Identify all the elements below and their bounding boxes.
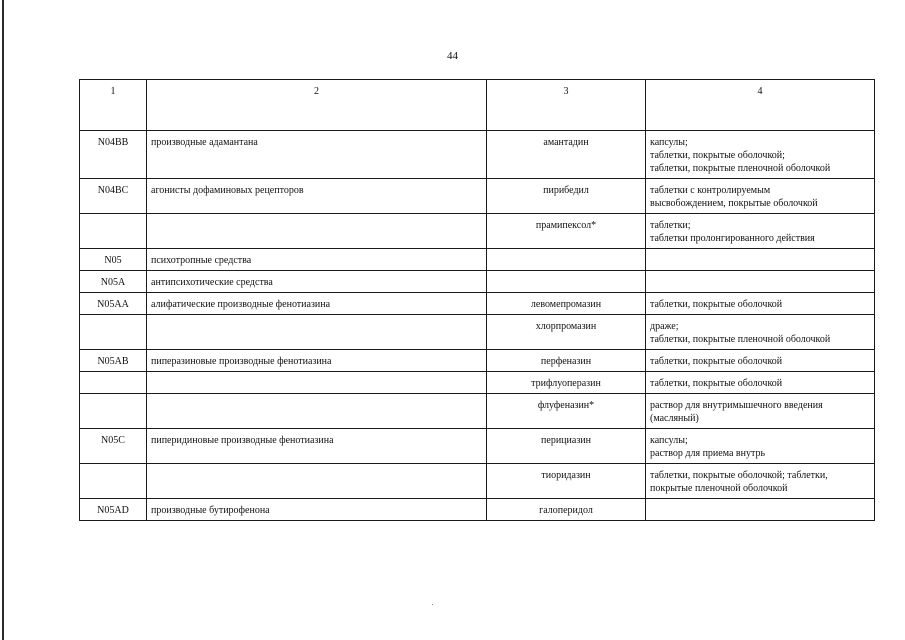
column-header-2: 2	[147, 80, 487, 131]
scan-speck	[432, 604, 433, 605]
atc-code-cell: N05	[80, 249, 147, 271]
table-row	[80, 293, 875, 315]
dosage-forms-cell	[646, 372, 875, 394]
dosage-forms-cell	[646, 179, 875, 214]
table-row	[80, 131, 875, 179]
drug-name-cell: перфеназин	[487, 350, 646, 372]
dosage-form-line: высвобождением, покрытые оболочкой	[650, 198, 818, 209]
group-name-cell: психотропные средства	[147, 249, 487, 271]
table-row	[80, 394, 875, 429]
dosage-form-line: драже;	[650, 321, 679, 332]
dosage-form-line: раствор для внутримышечного введения	[650, 400, 823, 411]
dosage-form-line: покрытые пленочной оболочкой	[650, 483, 788, 494]
drug-name-cell: хлорпромазин	[487, 315, 646, 350]
header-row	[80, 80, 875, 131]
dosage-forms-cell	[646, 249, 875, 271]
dosage-form-line: таблетки с контролируемым	[650, 185, 771, 196]
dosage-forms-cell	[646, 315, 875, 350]
atc-code-cell: N05AB	[80, 350, 147, 372]
drug-name-cell: амантадин	[487, 131, 646, 179]
group-name-cell: производные адамантана	[147, 131, 487, 179]
drug-table	[79, 79, 875, 521]
dosage-forms-cell	[646, 350, 875, 372]
group-name-cell: пиперазиновые производные фенотиазина	[147, 350, 487, 372]
dosage-form-line: таблетки, покрытые пленочной оболочкой	[650, 334, 831, 345]
table-row	[80, 350, 875, 372]
drug-name-cell: трифлуоперазин	[487, 372, 646, 394]
group-name-cell	[147, 315, 487, 350]
table-row	[80, 179, 875, 214]
dosage-form-line: таблетки, покрытые оболочкой	[650, 378, 783, 389]
atc-code-cell	[80, 315, 147, 350]
atc-code-cell	[80, 394, 147, 429]
column-header-3: 3	[487, 80, 646, 131]
dosage-form-line: капсулы;	[650, 137, 688, 148]
dosage-form-line: таблетки, покрытые оболочкой; таблетки,	[650, 470, 828, 481]
dosage-form-line: таблетки, покрытые оболочкой;	[650, 150, 785, 161]
atc-code-cell: N05AD	[80, 499, 147, 521]
dosage-forms-cell	[646, 499, 875, 521]
drug-name-cell: левомепромазин	[487, 293, 646, 315]
dosage-form-line: таблетки пролонгированного действия	[650, 233, 815, 244]
table-row	[80, 372, 875, 394]
column-header-1: 1	[80, 80, 147, 131]
drug-name-cell	[487, 271, 646, 293]
table-row	[80, 429, 875, 464]
group-name-cell	[147, 464, 487, 499]
group-name-cell	[147, 214, 487, 249]
dosage-forms-cell	[646, 429, 875, 464]
drug-name-cell: пирибедил	[487, 179, 646, 214]
dosage-forms-cell	[646, 214, 875, 249]
dosage-form-line: таблетки, покрытые оболочкой	[650, 356, 783, 367]
group-name-cell: агонисты дофаминовых рецепторов	[147, 179, 487, 214]
table-row	[80, 315, 875, 350]
dosage-form-line: (масляный)	[650, 413, 699, 424]
atc-code-cell: N04BC	[80, 179, 147, 214]
group-name-cell: производные бутирофенона	[147, 499, 487, 521]
atc-code-cell: N05AA	[80, 293, 147, 315]
dosage-form-line: таблетки;	[650, 220, 691, 231]
table-row	[80, 214, 875, 249]
page-edge-rule	[2, 0, 4, 640]
drug-name-cell: перициазин	[487, 429, 646, 464]
dosage-forms-cell	[646, 394, 875, 429]
group-name-cell: алифатические производные фенотиазина	[147, 293, 487, 315]
group-name-cell	[147, 372, 487, 394]
atc-code-cell: N05C	[80, 429, 147, 464]
group-name-cell: антипсихотические средства	[147, 271, 487, 293]
drug-name-cell: прамипексол*	[487, 214, 646, 249]
table-row	[80, 249, 875, 271]
page-number: 44	[447, 50, 458, 62]
dosage-form-line: таблетки, покрытые оболочкой	[650, 299, 783, 310]
atc-code-cell	[80, 214, 147, 249]
drug-name-cell: флуфеназин*	[487, 394, 646, 429]
group-name-cell	[147, 394, 487, 429]
dosage-form-line: раствор для приема внутрь	[650, 448, 766, 459]
drug-name-cell: тиоридазин	[487, 464, 646, 499]
atc-code-cell: N04BB	[80, 131, 147, 179]
group-name-cell: пиперидиновые производные фенотиазина	[147, 429, 487, 464]
dosage-form-line: капсулы;	[650, 435, 688, 446]
atc-code-cell: N05A	[80, 271, 147, 293]
column-header-4: 4	[646, 80, 875, 131]
dosage-forms-cell	[646, 271, 875, 293]
table-row	[80, 464, 875, 499]
atc-code-cell	[80, 372, 147, 394]
atc-code-cell	[80, 464, 147, 499]
dosage-forms-cell	[646, 464, 875, 499]
dosage-forms-cell	[646, 131, 875, 179]
drug-name-cell: галоперидол	[487, 499, 646, 521]
table-row	[80, 271, 875, 293]
table-row	[80, 499, 875, 521]
drug-name-cell	[487, 249, 646, 271]
dosage-form-line: таблетки, покрытые пленочной оболочкой	[650, 163, 831, 174]
dosage-forms-cell	[646, 293, 875, 315]
